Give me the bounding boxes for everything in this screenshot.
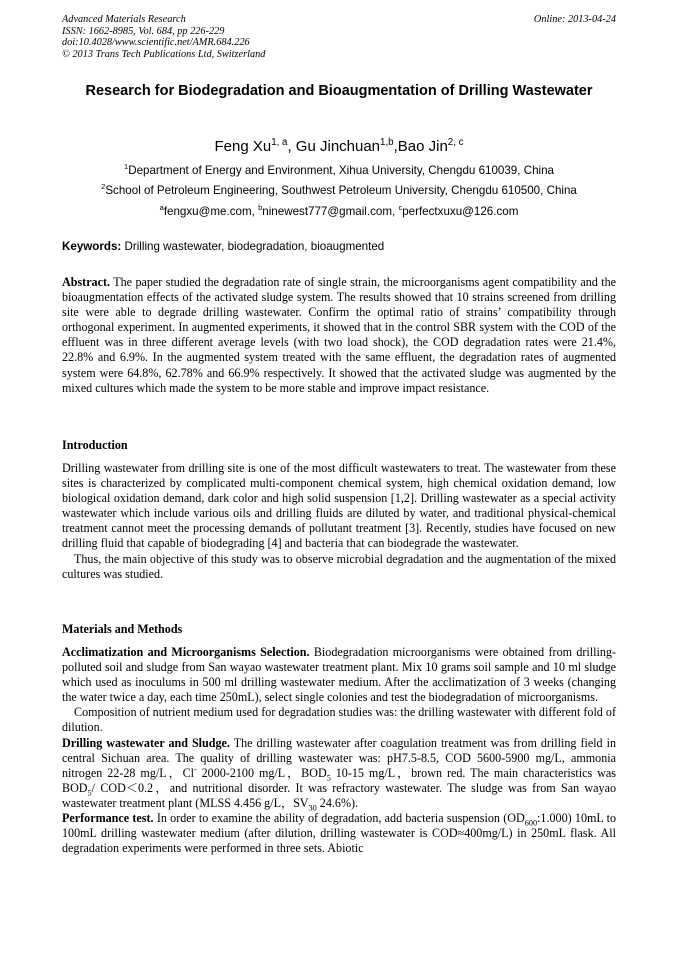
email-marker: b bbox=[258, 203, 263, 213]
abstract bbox=[62, 275, 616, 396]
paragraph-text: In order to examine the ability of degradation, add bacteria suspension (OD bbox=[153, 811, 525, 826]
introduction-body bbox=[62, 461, 616, 582]
abstract-label: Abstract. bbox=[62, 275, 111, 289]
paragraph-text: :1.000) 10mL to 100mL drilling wastewater medium (after dilution, drilling wastewater is COD≈400mg/L) in 250mL flask. All degradation experiments were performed in three sets. Abiotic bbox=[62, 811, 616, 856]
affiliation-2 bbox=[62, 184, 616, 198]
email-marker: a bbox=[159, 203, 164, 213]
section-heading-materials: Materials and Methods bbox=[62, 622, 183, 636]
abstract-text: The paper studied the degradation rate of single strain, the microorganisms agent compatibility and the bioaugmentation effects of the activated sludge system. The results showed that 10 strains screened from drilling site were able to degrade drilling wastewater. Confirm the optimal ratio of strains’ compatibility through orthogonal experiment. In augmented experiments, it showed that in the control SBR system with the COD of the effluent was in three different average levels (with two load shock), the COD degradation rates were 21.4%, 22.8% and 6.9%. In the augmented system treated with the same effluent, the degradation rates of augmented system were 64.8%, 62.78% and 66.9% respectively. It showed that the activated sludge was augmented by the mixed cultures which made the system to be more stable and improve impact resistance. bbox=[62, 275, 616, 395]
run-in-heading: Drilling wastewater and Sludge. bbox=[62, 735, 230, 750]
journal-header bbox=[62, 14, 422, 60]
author-name: ,Bao Jin bbox=[393, 138, 448, 155]
email-link[interactable]: ninewest777@gmail.com, bbox=[262, 205, 399, 218]
paragraph: Composition of nutrient medium used for degradation studies was: the drilling wastewater with different fold of dilution. bbox=[62, 705, 616, 735]
issn-line: ISSN: 1662-8985, Vol. 684, pp 226-229 bbox=[62, 25, 225, 37]
keywords-text: Drilling wastewater, biodegradation, bioaugmented bbox=[121, 240, 385, 253]
paragraph bbox=[62, 736, 616, 811]
paragraph-text: Biodegradation microorganisms were obtained from drilling-polluted soil and sludge from San wayao wastewater treatment plant. Mix 10 grams soil sample and 10 ml sludge which used as inoculums in 500 ml drilling wastewater medium. After the acclimatization of 3 weeks (changing the water twice a day, each time 250mL), select single colonies and test the biodegradation of microorganisms. bbox=[62, 645, 616, 705]
paragraph bbox=[62, 645, 616, 705]
author-marker: 1, a bbox=[271, 137, 288, 148]
run-in-heading: Acclimatization and Microorganisms Selection. bbox=[62, 645, 310, 659]
paragraph-text: The drilling wastewater after coagulation treatment was from drilling field in central Sichuan area. The quality of drilling wastewater was: pH7.5-8.5, COD 5600-5900 mg/L, ammonia nitrogen 22-28 mg/L，Cl bbox=[62, 735, 616, 780]
online-date: Online: 2013-04-24 bbox=[533, 14, 616, 25]
paragraph-text: 10-15 mg/L，brown red. The main characteristics was BOD bbox=[62, 765, 616, 795]
author-name: , Gu Jinchuan bbox=[287, 138, 381, 155]
paragraph: Drilling wastewater from drilling site is one of the most difficult wastewaters to treat. The wastewater from these sites is characterized by complicated multi-component chemical system, high chemical oxidation demand, low biological oxidation demand, dark color and high solid suspension [1,2]. Drilling wastewater as a special activity wastewater which include various oils and drilling fluids are diluted by water, and traditional physical-chemical treatment cannot meet the processing demands of pollutant treatment [3]. Recently, studies have focused on new drilling fluid that capable of biodegrading [4] and bacteria that can biodegrade the wastewater. bbox=[62, 461, 616, 551]
email-link[interactable]: perfectxuxu@126.com bbox=[402, 205, 519, 218]
doi-line: doi:10.4028/www.scientific.net/AMR.684.226 bbox=[62, 37, 250, 49]
paragraph: Thus, the main objective of this study was to observe microbial degradation and the augmentation of the mixed cultures was studied. bbox=[62, 551, 616, 581]
section-heading-introduction: Introduction bbox=[62, 438, 128, 452]
author-line bbox=[62, 138, 616, 156]
journal-name: Advanced Materials Research bbox=[62, 14, 186, 25]
author-name: Feng Xu bbox=[214, 138, 272, 155]
paragraph bbox=[62, 811, 616, 856]
affiliation-1 bbox=[62, 164, 616, 178]
author-marker: 2, c bbox=[447, 137, 464, 148]
run-in-heading: Performance test. bbox=[62, 811, 154, 826]
subscript: 30 bbox=[308, 803, 317, 813]
email-link[interactable]: fengxu@me.com, bbox=[163, 205, 259, 218]
author-emails bbox=[62, 205, 616, 219]
keywords bbox=[62, 240, 616, 254]
subscript: 5 bbox=[87, 788, 92, 798]
email-marker: c bbox=[398, 203, 403, 213]
affiliation-text: School of Petroleum Engineering, Southwest Petroleum University, Chengdu 610500, China bbox=[105, 184, 577, 197]
paragraph-text: 2000-2100 mg/L，BOD bbox=[196, 765, 327, 780]
paragraph-text: 24.6%). bbox=[316, 795, 359, 810]
superscript: - bbox=[194, 764, 197, 774]
affiliation-text: Department of Energy and Environment, Xihua University, Chengdu 610039, China bbox=[128, 164, 554, 177]
author-marker: 1,b bbox=[380, 137, 394, 148]
paper-title: Research for Biodegradation and Bioaugmentation of Drilling Wastewater bbox=[85, 83, 593, 99]
affiliation-marker: 2 bbox=[101, 182, 106, 192]
copyright-line: © 2013 Trans Tech Publications Ltd, Switzerland bbox=[62, 48, 266, 60]
materials-body bbox=[62, 645, 616, 856]
paragraph-text: / COD＜0.2，and nutritional disorder. It was refractory wastewater. The sludge was from San wayao wastewater treatment plant (MLSS 4.456 g/L，SV bbox=[62, 780, 616, 810]
keywords-label: Keywords: bbox=[62, 240, 122, 253]
subscript: 5 bbox=[326, 773, 331, 783]
affiliation-marker: 1 bbox=[124, 162, 129, 172]
subscript: 600 bbox=[524, 818, 538, 828]
